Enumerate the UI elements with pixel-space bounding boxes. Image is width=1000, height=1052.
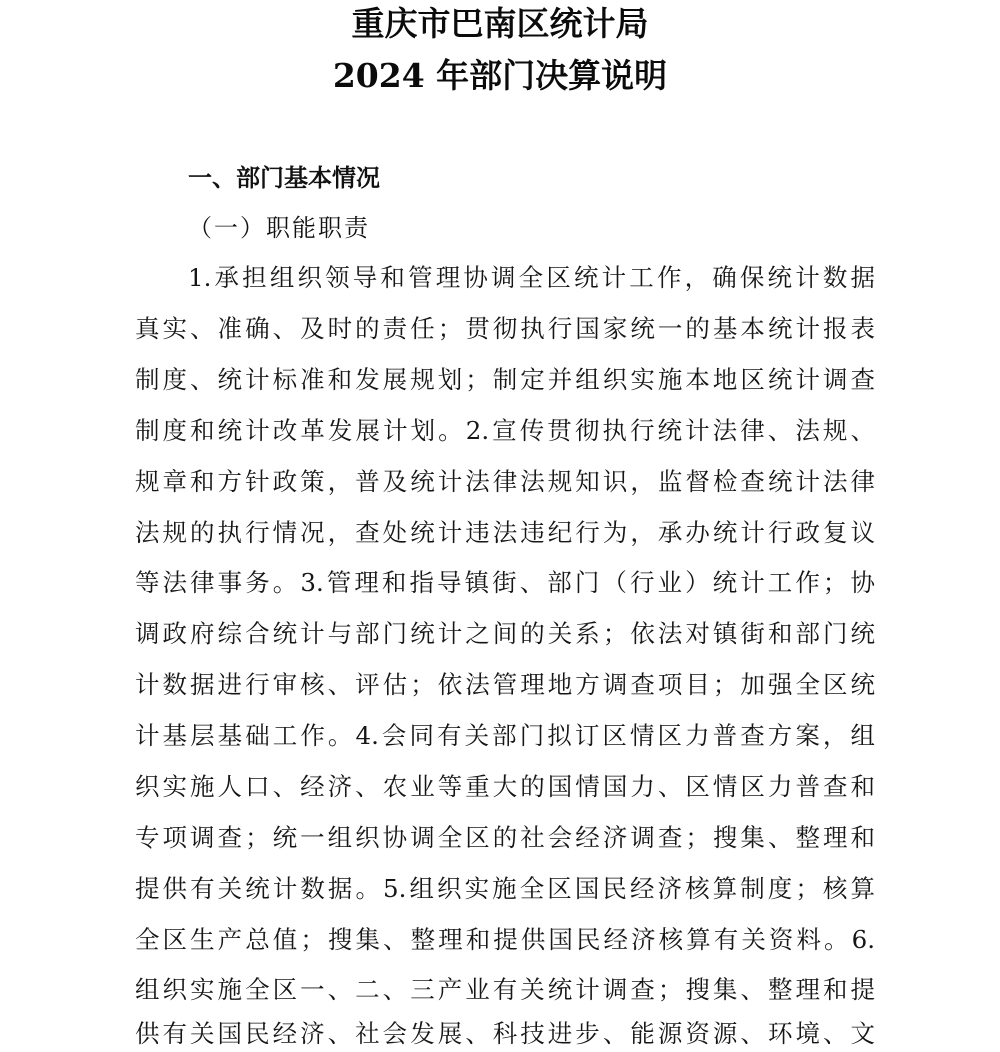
body-text-line: 真实、准确、及时的责任；贯彻执行国家统一的基本统计报表 xyxy=(135,314,875,343)
body-text-line: 专项调查；统一组织协调全区的社会经济调查；搜集、整理和 xyxy=(135,823,875,852)
subsection-heading-functions: （一）职能职责 xyxy=(188,214,370,242)
body-text-line: 制度和统计改革发展计划。2.宣传贯彻执行统计法律、法规、 xyxy=(135,416,875,445)
body-text-line: 法规的执行情况，查处统计违法违纪行为，承办统计行政复议 xyxy=(135,518,875,547)
document-title-line-1: 重庆市巴南区统计局 xyxy=(351,4,649,43)
body-text-line: 全区生产总值；搜集、整理和提供国民经济核算有关资料。6. xyxy=(135,925,875,954)
body-text-line: 提供有关统计数据。5.组织实施全区国民经济核算制度；核算 xyxy=(135,874,875,903)
body-text-line: 调政府综合统计与部门统计之间的关系；依法对镇街和部门统 xyxy=(135,619,875,648)
body-text-line: 计基层基础工作。4.会同有关部门拟订区情区力普查方案，组 xyxy=(135,721,875,750)
document-title-line-2: 2024 年部门决算说明 xyxy=(332,56,668,95)
body-text-line: 供有关国民经济、社会发展、科技进步、能源资源、环境、文 xyxy=(135,1019,875,1048)
body-text-line: 组织实施全区一、二、三产业有关统计调查；搜集、整理和提 xyxy=(135,975,875,1004)
body-text-line: 织实施人口、经济、农业等重大的国情国力、区情区力普查和 xyxy=(135,772,875,801)
body-text-line: 1.承担组织领导和管理协调全区统计工作，确保统计数据 xyxy=(188,263,875,292)
body-text-line: 制度、统计标准和发展规划；制定并组织实施本地区统计调查 xyxy=(135,365,875,394)
body-text-line: 规章和方针政策，普及统计法律法规知识，监督检查统计法律 xyxy=(135,467,875,496)
section-heading-basic-info: 一、部门基本情况 xyxy=(188,164,380,192)
body-text-line: 计数据进行审核、评估；依法管理地方调查项目；加强全区统 xyxy=(135,670,875,699)
body-text-line: 等法律事务。3.管理和指导镇街、部门（行业）统计工作；协 xyxy=(135,568,875,597)
